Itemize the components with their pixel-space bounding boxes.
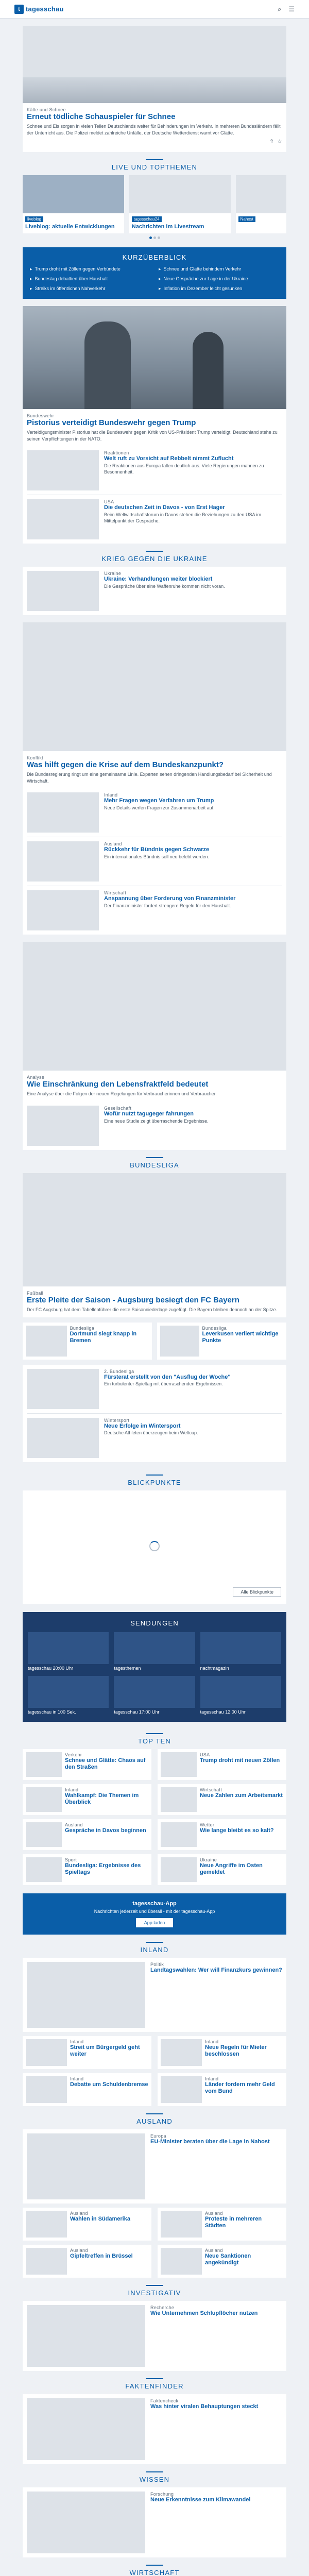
- politics-teaser: Verteidigungsminister Pistorius hat die Bundeswehr gegen Kritik von US-Präsident Trump verteidigt. Deutschland stehe zu seinen Verpflichtungen in der NATO.: [27, 429, 278, 442]
- list-item-image: [27, 1418, 99, 1458]
- list-item-headline[interactable]: Rückkehr für Bündnis gegen Schwarze: [104, 846, 210, 853]
- ukraine-section-title: KRIEG GEGEN DIE UKRAINE: [23, 544, 286, 567]
- faktenfinder-kicker: Faktencheck: [150, 2398, 179, 2403]
- list-item-headline[interactable]: Anspannung über Forderung von Finanzminister: [104, 895, 236, 902]
- kurz-item[interactable]: ▸ Inflation im Dezember leicht gesunken: [159, 285, 243, 291]
- live-tag: liveblog: [25, 216, 43, 222]
- toppen-item[interactable]: Wirtschaft Neue Zahlen zum Arbeitsmarkt: [158, 1784, 286, 1815]
- live-section-title: LIVE UND TOPTHEMEN: [23, 152, 286, 175]
- inland-card[interactable]: Inland Debatte um Schuldenbremse: [23, 2073, 151, 2106]
- list-item-kicker: 2. Bundesliga: [104, 1368, 134, 1374]
- sendung-card[interactable]: nachtmagazin: [200, 1632, 281, 1671]
- list-item-image: [27, 571, 99, 611]
- investigativ-lead[interactable]: [23, 2301, 286, 2371]
- list-item-image: [27, 1369, 99, 1409]
- big-story-teaser: Die Bundesregierung ringt um eine gemeinsame Linie. Experten sehen dringenden Handlungsbedarf bei Sicherheit und Wirtschaft.: [27, 772, 272, 784]
- toppen-item[interactable]: USA Trump droht mit neuen Zöllen: [158, 1749, 286, 1780]
- inland-lead[interactable]: [23, 1958, 286, 2032]
- kurz-title: KURZÜBERBLICK: [122, 253, 187, 261]
- sendung-card[interactable]: tagesschau 17:00 Uhr: [114, 1676, 195, 1715]
- wirtschaft-section-title: WIRTSCHAFT: [23, 2557, 286, 2576]
- list-item-kicker: Reaktionen: [104, 450, 129, 456]
- wissen-lead[interactable]: [23, 2487, 286, 2557]
- list-item[interactable]: [27, 1414, 282, 1462]
- sendung-card[interactable]: tagesthemen: [114, 1632, 195, 1671]
- live-card-image: [129, 175, 231, 213]
- bundesliga-headline[interactable]: Erste Pleite der Saison - Augsburg besiegt den FC Bayern: [27, 1295, 239, 1304]
- big-story-list: [23, 788, 286, 935]
- kurz-item[interactable]: ▸ Trump droht mit Zöllen gegen Verbündete: [30, 266, 121, 272]
- list-item-headline[interactable]: Welt ruft zu Vorsicht auf Rebbelt nimmt Zuflucht: [104, 455, 234, 462]
- list-item[interactable]: [27, 567, 282, 615]
- list-item-teaser: Ein turbulenter Spieltag mit überraschenden Ergebnissen.: [104, 1381, 223, 1387]
- kurz-item[interactable]: ▸ Streiks im öffentlichen Nahverkehr: [30, 285, 106, 291]
- list-item[interactable]: [27, 886, 282, 935]
- inland-section-title: INLAND: [23, 1935, 286, 1958]
- ausland-card[interactable]: Ausland Gipfeltreffen in Brüssel: [23, 2245, 151, 2278]
- bundesliga-section-title: BUNDESLIGA: [23, 1150, 286, 1173]
- bundesliga-kicker: Fußball: [27, 1290, 44, 1296]
- ausland-image: [27, 2133, 145, 2199]
- toppen-item[interactable]: Ausland Gespräche in Davos beginnen: [23, 1819, 151, 1850]
- list-item[interactable]: [27, 1365, 282, 1414]
- lead-teaser: Schnee und Eis sorgen in vielen Teilen Deutschlands weiter für Behinderungen im Verkehr. In mehreren Bundesländern fällt der Unterricht aus. Die Polizei meldet zahlreiche Unfälle, der Deutsche Wetterdienst warnt vor Glätte.: [27, 124, 281, 135]
- list-item-kicker: Wintersport: [104, 1417, 130, 1423]
- big-story-image: [23, 622, 286, 751]
- toppen-item[interactable]: Inland Wahlkampf: Die Themen im Überblick: [23, 1784, 151, 1815]
- logo[interactable]: [14, 5, 64, 14]
- investigativ-image: [27, 2305, 145, 2367]
- live-card[interactable]: [236, 175, 286, 233]
- list-item-image: [27, 841, 99, 882]
- politics-list: [23, 446, 286, 544]
- energy-story[interactable]: [23, 942, 286, 1101]
- list-item-kicker: USA: [104, 499, 114, 505]
- kurzueberblick: [23, 247, 286, 299]
- faktenfinder-lead[interactable]: [23, 2394, 286, 2464]
- card-image: [160, 1326, 199, 1357]
- lead-kicker: Kälte und Schnee: [27, 107, 66, 112]
- search-icon[interactable]: ⌕: [278, 5, 282, 13]
- ausland-section-title: AUSLAND: [23, 2106, 286, 2129]
- list-item-headline[interactable]: Mehr Fragen wegen Verfahren um Trump: [104, 798, 214, 804]
- app-promo-button[interactable]: App laden: [136, 1918, 174, 1927]
- energy-list: [23, 1101, 286, 1150]
- toppen-item[interactable]: Wetter Wie lange bleibt es so kalt?: [158, 1819, 286, 1850]
- list-item-image: [27, 890, 99, 930]
- sendung-card[interactable]: tagesschau 12:00 Uhr: [200, 1676, 281, 1715]
- app-promo-title: tagesschau-App: [132, 1900, 177, 1907]
- big-story-kicker: Konflikt: [27, 755, 43, 761]
- list-item-teaser: Der Finanzminister fordert strengere Regeln für den Haushalt.: [104, 903, 231, 909]
- bundesliga-cards: [23, 1323, 286, 1360]
- ausland-lead[interactable]: [23, 2129, 286, 2204]
- live-tag: tagesschau24: [132, 216, 162, 222]
- card-kicker: Bundesliga: [70, 1325, 95, 1331]
- list-item-kicker: Wirtschaft: [104, 890, 127, 896]
- energy-image: [23, 942, 286, 1071]
- wissen-headline[interactable]: Neue Erkenntnisse zum Klimawandel: [150, 2496, 251, 2503]
- list-item[interactable]: [27, 446, 282, 495]
- lead-headline[interactable]: Erneut tödliche Schauspieler für Schnee: [27, 112, 176, 121]
- live-tag: Nahost: [238, 216, 255, 222]
- lead-image: [23, 26, 286, 103]
- bundesliga-card[interactable]: [23, 1323, 152, 1360]
- live-card-image: [23, 175, 124, 213]
- logo-mark: t: [14, 5, 24, 14]
- toppen-item[interactable]: Ukraine Neue Angriffe im Osten gemeldet: [158, 1854, 286, 1885]
- list-item-kicker: Gesellschaft: [104, 1105, 132, 1111]
- live-card[interactable]: [129, 175, 231, 233]
- list-item[interactable]: [27, 837, 282, 886]
- politics-kicker: Bundeswehr: [27, 413, 55, 418]
- toppen-section-title: TOP TEN: [23, 1726, 286, 1749]
- inland-grid: [23, 2036, 286, 2106]
- politics-story[interactable]: [23, 306, 286, 446]
- menu-icon[interactable]: ☰: [288, 5, 295, 13]
- blickpunkte-box: [23, 1490, 286, 1604]
- blickpunkte-button[interactable]: Alle Blickpunkte: [233, 1587, 281, 1597]
- sendung-card[interactable]: tagesschau 20:00 Uhr: [28, 1632, 109, 1671]
- inland-card[interactable]: Inland Neue Regeln für Mieter beschlossen: [158, 2036, 286, 2069]
- wissen-image: [27, 2492, 145, 2553]
- bundesliga-card[interactable]: [157, 1323, 286, 1360]
- kurz-item[interactable]: ▸ Neue Gespräche zur Lage in der Ukraine: [159, 276, 248, 281]
- live-card-headline[interactable]: Nachrichten im Livestream: [131, 224, 204, 230]
- list-item-image: [27, 792, 99, 833]
- bookmark-icon[interactable]: ☆: [277, 139, 282, 145]
- sendung-card[interactable]: tagesschau in 100 Sek.: [28, 1676, 109, 1715]
- ausland-grid: [23, 2208, 286, 2278]
- list-item-image: [27, 450, 99, 490]
- wissen-kicker: Forschung: [150, 2491, 174, 2497]
- faktenfinder-image: [27, 2398, 145, 2460]
- list-item-kicker: Ausland: [104, 841, 122, 847]
- app-promo-text: Nachrichten jederzeit und überall - mit der tagesschau-App: [94, 1908, 215, 1914]
- bundesliga-story[interactable]: [23, 1173, 286, 1317]
- inland-kicker: Politik: [150, 1961, 164, 1967]
- ausland-card[interactable]: Ausland Neue Sanktionen angekündigt: [158, 2245, 286, 2278]
- list-item[interactable]: [27, 495, 282, 544]
- list-item-headline[interactable]: Fürsterat erstellt von den "Ausflug der Woche": [104, 1374, 231, 1380]
- investigativ-kicker: Recherche: [150, 2304, 175, 2310]
- wissen-section-title: WISSEN: [23, 2464, 286, 2487]
- list-item[interactable]: [27, 1101, 282, 1150]
- card-image: [26, 1326, 67, 1357]
- inland-headline[interactable]: Landtagswahlen: Wer will Finanzkurs gewinnen?: [150, 1967, 282, 1973]
- toppen-item[interactable]: Verkehr Schnee und Glätte: Chaos auf den Straßen: [23, 1749, 151, 1780]
- ukraine-list: [23, 567, 286, 615]
- kurz-item[interactable]: ▸ Schnee und Glätte behindern Verkehr: [159, 266, 242, 272]
- kurz-item[interactable]: ▸ Bundestag debattiert über Haushalt: [30, 276, 108, 281]
- loading-spinner-icon: [149, 1541, 160, 1551]
- inland-image: [27, 1962, 145, 2028]
- carousel-dots[interactable]: [23, 233, 286, 242]
- live-carousel: [23, 175, 286, 233]
- logo-text: tagesschau: [26, 5, 64, 13]
- energy-headline[interactable]: Wie Einschränkung den Lebensfraktfeld bedeutet: [27, 1080, 209, 1089]
- ausland-headline[interactable]: EU-Minister beraten über die Lage in Nahost: [150, 2138, 270, 2145]
- lead-story[interactable]: [23, 26, 286, 152]
- live-card-image: [236, 175, 286, 213]
- share-icon[interactable]: ⇧: [269, 139, 274, 145]
- ausland-kicker: Europa: [150, 2133, 166, 2139]
- list-item[interactable]: [27, 788, 282, 837]
- app-promo: [23, 1893, 286, 1935]
- list-item-image: [27, 1106, 99, 1146]
- bundesliga-image: [23, 1173, 286, 1286]
- card-headline[interactable]: Dortmund siegt knapp in Bremen: [70, 1330, 137, 1344]
- inland-card[interactable]: Inland Streit um Bürgergeld geht weiter: [23, 2036, 151, 2069]
- ausland-card[interactable]: Ausland Wahlen in Südamerika: [23, 2208, 151, 2241]
- bundesliga-teaser: Der FC Augsburg hat dem Tabellenführer die erste Saisonniederlage zugefügt. Die Bayern bleiben dennoch an der Spitze.: [27, 1307, 278, 1312]
- big-story-headline[interactable]: Was hilft gegen die Krise auf dem Bundeskanzpunkt?: [27, 760, 224, 770]
- site-header: [0, 0, 309, 19]
- list-item-image: [27, 499, 99, 539]
- live-card[interactable]: [23, 175, 124, 233]
- toppen-grid: [23, 1749, 286, 1885]
- live-card-headline[interactable]: Liveblog: aktuelle Entwicklungen: [25, 224, 115, 230]
- ausland-card[interactable]: Ausland Proteste in mehreren Städten: [158, 2208, 286, 2241]
- list-item-headline[interactable]: Die deutschen Zeit in Davos - von Erst Hager: [104, 504, 225, 511]
- list-item-headline[interactable]: Wofür nutzt tagugeger fahrungen: [104, 1110, 194, 1117]
- list-item-headline[interactable]: Neue Erfolge im Wintersport: [104, 1422, 181, 1429]
- list-item-teaser: Neue Details werfen Fragen zur Zusammenarbeit auf.: [104, 805, 215, 811]
- inland-card[interactable]: Inland Länder fordern mehr Geld vom Bund: [158, 2073, 286, 2106]
- list-item-teaser: Eine neue Studie zeigt überraschende Ergebnisse.: [104, 1118, 209, 1124]
- list-item-headline[interactable]: Ukraine: Verhandlungen weiter blockiert: [104, 576, 213, 583]
- bundesliga-list: [23, 1365, 286, 1462]
- faktenfinder-headline[interactable]: Was hinter viralen Behauptungen steckt: [150, 2403, 259, 2410]
- card-headline[interactable]: Leverkusen verliert wichtige Punkte: [202, 1330, 279, 1344]
- list-item-kicker: Ukraine: [104, 571, 122, 577]
- toppen-item[interactable]: Sport Bundesliga: Ergebnisse des Spieltags: [23, 1854, 151, 1885]
- sendungen-title: SENDUNGEN: [130, 1619, 179, 1627]
- investigativ-headline[interactable]: Wie Unternehmen Schlupflöcher nutzen: [150, 2310, 258, 2316]
- energy-teaser: Eine Analyse über die Folgen der neuen Regelungen für Verbraucherinnen und Verbraucher.: [27, 1091, 217, 1097]
- faktenfinder-section-title: FAKTENFINDER: [23, 2371, 286, 2394]
- list-item-teaser: Die Reaktionen aus Europa fallen deutlich aus. Viele Regierungen mahnen zu Besonnenheit.: [104, 463, 264, 475]
- card-kicker: Bundesliga: [202, 1325, 227, 1331]
- blickpunkte-section-title: BLICKPUNKTE: [23, 1467, 286, 1490]
- energy-kicker: Analyse: [27, 1075, 45, 1080]
- big-story[interactable]: [23, 622, 286, 788]
- investigativ-section-title: INVESTIGATIV: [23, 2278, 286, 2301]
- sendungen: [23, 1612, 286, 1722]
- list-item-teaser: Deutsche Athleten überzeugen beim Weltcup.: [104, 1430, 198, 1436]
- list-item-teaser: Beim Weltwirtschaftsforum in Davos stehen die Beziehungen zu den USA im Mittelpunkt der Gespräche.: [104, 512, 261, 524]
- politics-headline[interactable]: Pistorius verteidigt Bundeswehr gegen Trump: [27, 418, 196, 427]
- list-item-teaser: Ein internationales Bündnis soll neu belebt werden.: [104, 854, 210, 860]
- list-item-kicker: Inland: [104, 792, 118, 798]
- list-item-teaser: Die Gespräche über eine Waffenruhe kommen nicht voran.: [104, 583, 225, 589]
- politics-image: [23, 306, 286, 409]
